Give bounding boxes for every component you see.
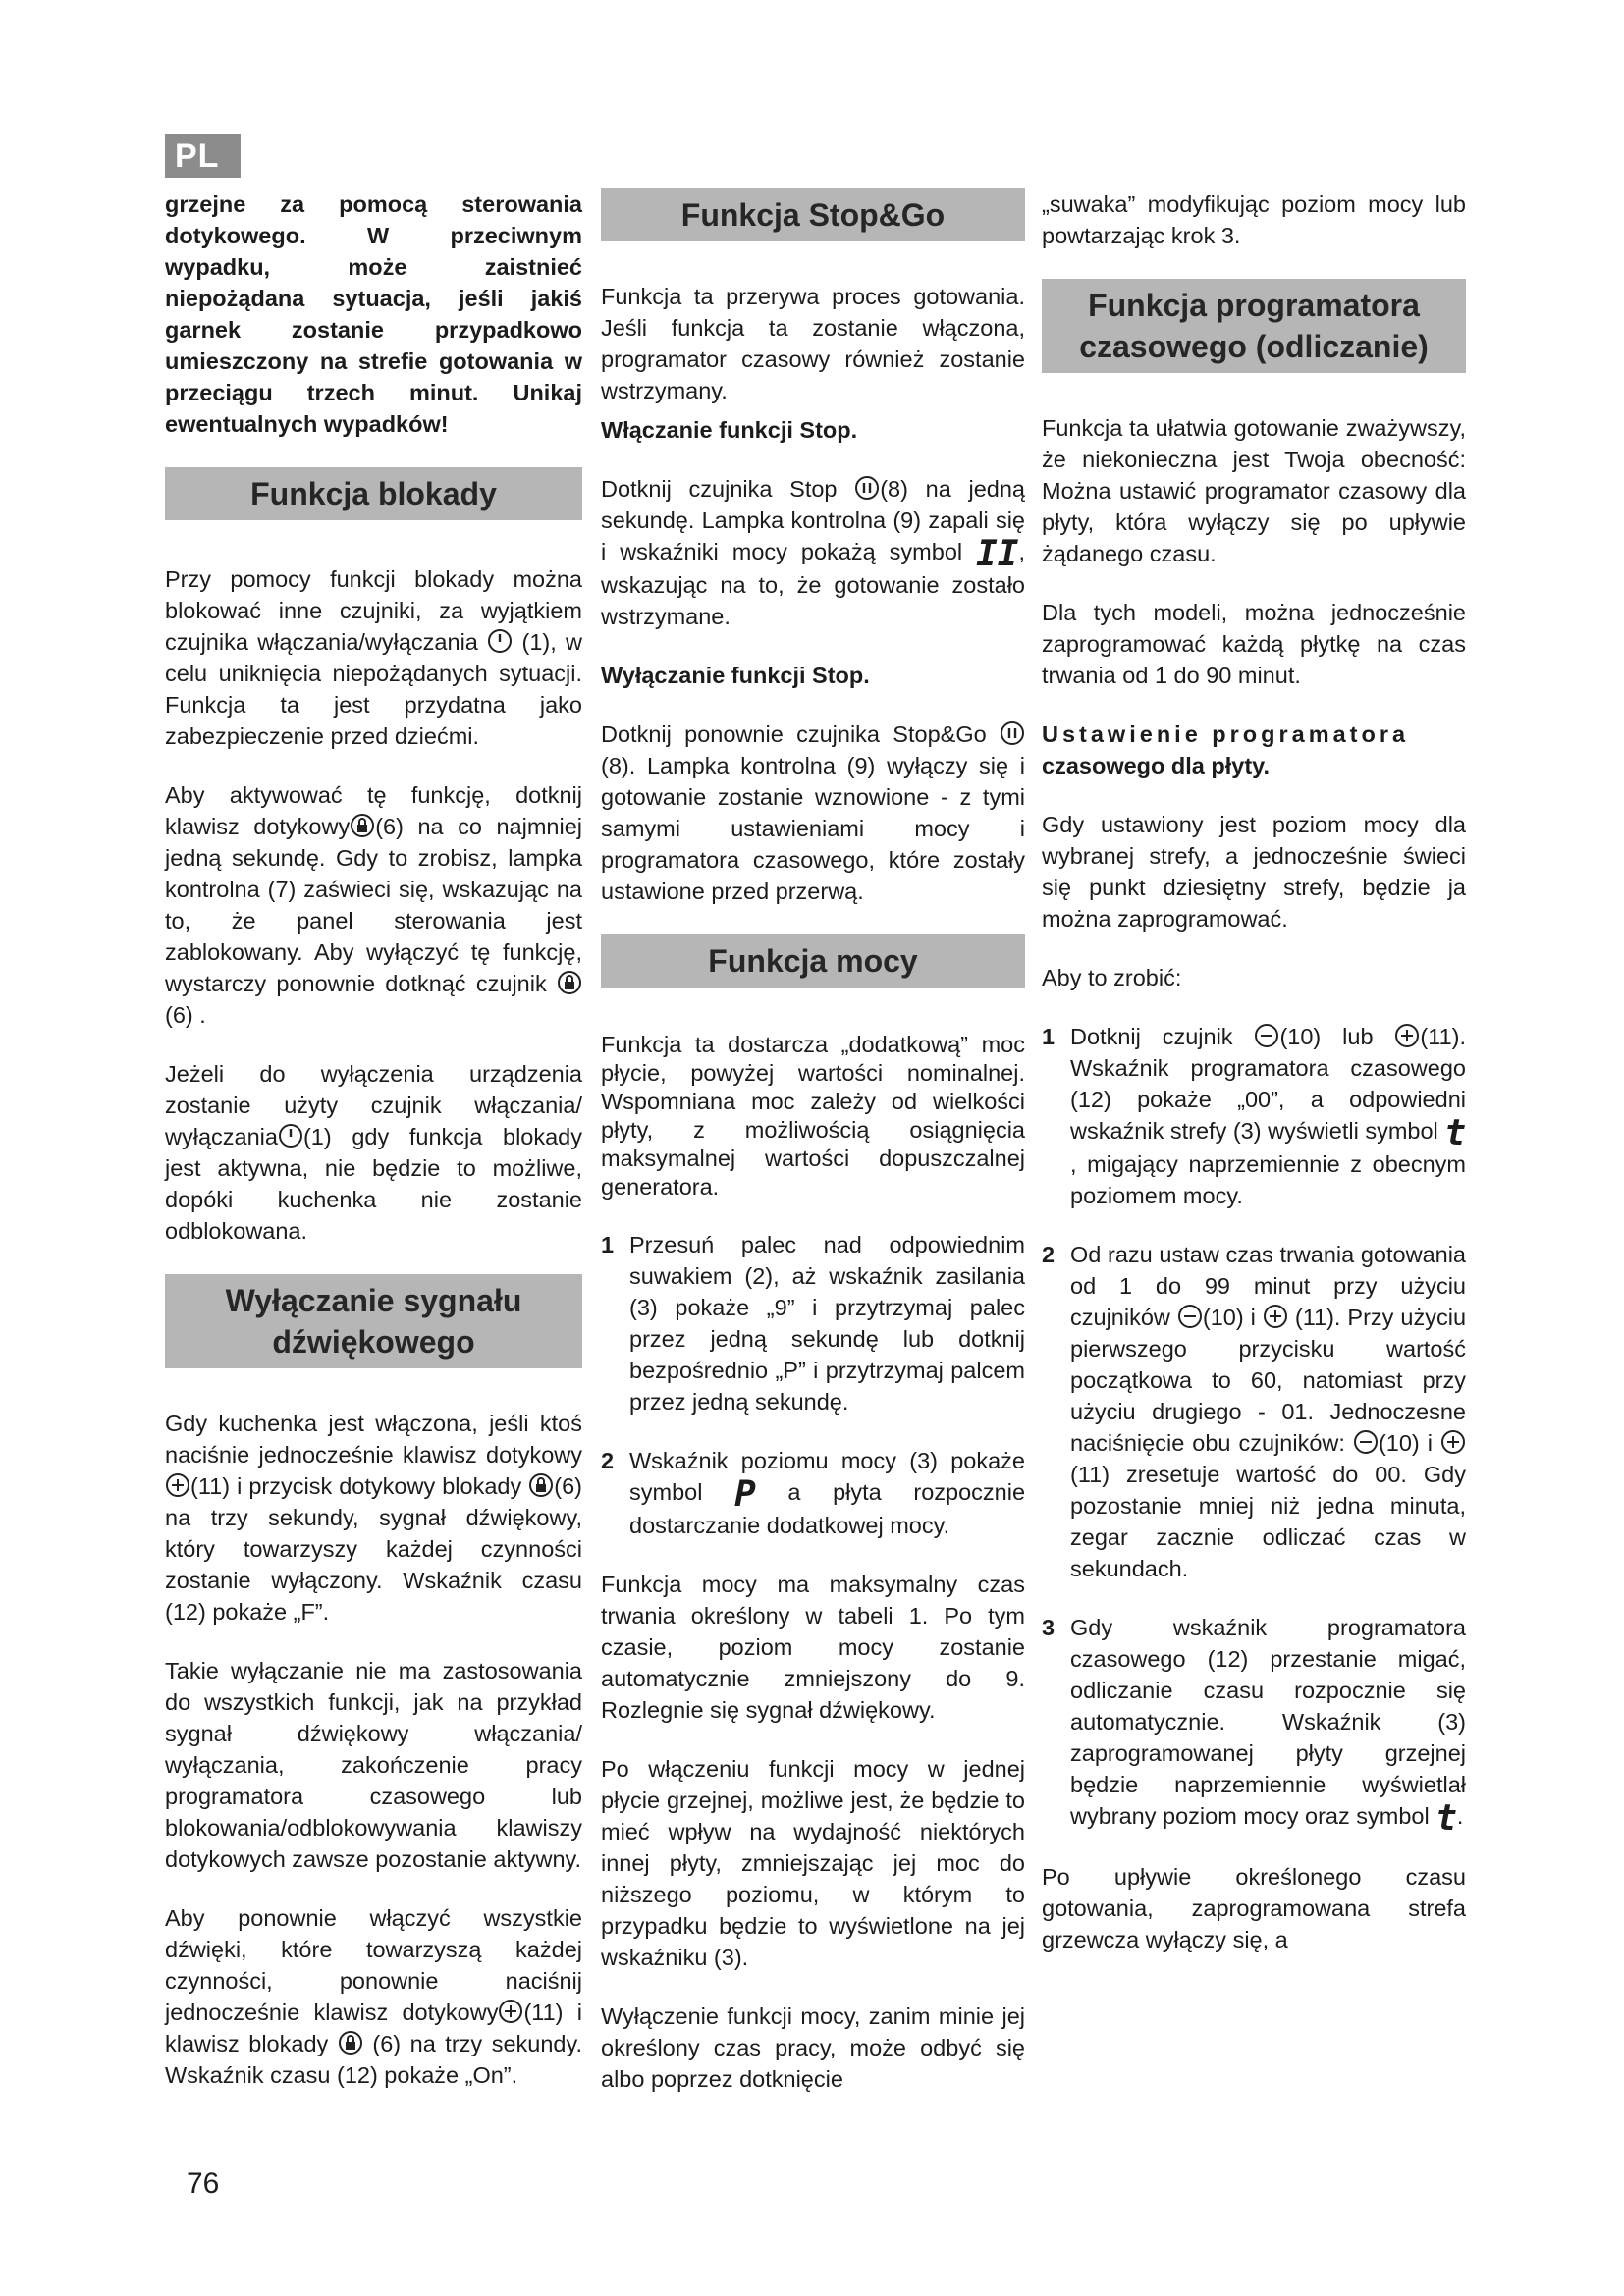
lock-icon [557,970,582,995]
step-number: 1 [601,1232,615,1257]
lock-icon [350,813,375,838]
continued-text: „suwaka” modyfikując poziom mocy lub powtarzając krok 3. [1042,191,1466,248]
step-number: 2 [601,1448,615,1473]
stop-symbol: II [976,534,1019,574]
plus-icon [1263,1304,1288,1329]
heading-timer-function: Funkcja programatora czasowego (odliczanie) [1042,279,1466,373]
sound-paragraph-3: Aby ponownie włączyć wszystkie dźwięki, które towarzyszą każdej czynności, ponownie naciśnij jednocześnie klawisz dotykowy (11) i klawisz blokady (6) na trzy sekundy. Wskaźnik czasu (12) pokaże „On”. [165,1905,583,2088]
timer-final-paragraph: Po upływie określonego czasu gotowania, zaprogramowana strefa grzewcza wyłączy się, a [1042,1864,1466,1952]
lock-icon [338,2030,363,2056]
timer-step-2: 2 Od razu ustaw czas trwania gotowania od 1 do 99 minut przy użyciu czujników (10) i (11). Przy użyciu pierwszego przycisku wartość początkowa to 60, natomiast przy użyciu drugiego - 01. Jednoczesne naciśnięcie obu czujników: (10) i (11) zresetuje wartość do 00. Gdy pozostanie mniej niż jedna minuta, zegar zacznie odliczać czas w sekundach. [1042,1239,1466,1584]
power-paragraph-4: Wyłączenie funkcji mocy, zanim minie jej określony czas pracy, może odbyć się albo poprzez dotknięcie [601,2003,1025,2092]
pause-icon [854,475,880,501]
stop-paragraph-1: Funkcja ta przerywa proces gotowania. Jeśli funkcja ta zostanie włączona, programator czasowy również zostanie wstrzymany. [601,284,1025,403]
power-icon [278,1123,303,1148]
page-number: 76 [187,2167,220,2200]
power-paragraph-3: Po włączeniu funkcji mocy w jednej płycie grzejnej, możliwe jest, że będzie to mieć wpływ na wydajność niektórych innej płyty, zmniejszając jej moc do niższego poziomu, w którym to przypadku będzie to wyświetlone na jej wskaźniku (3). [601,1756,1025,1970]
plus-icon [1440,1429,1466,1455]
stop-off-title: Wyłączanie funkcji Stop. [601,663,870,688]
stop-on-paragraph: Dotknij czujnika Stop (8) na jedną sekundę. Lampka kontrolna (9) zapali się i wskaźniki mocy pokażą symbol II, wskazując na to, że gotowanie zostało wstrzymane. [601,476,1026,629]
power-paragraph-1: Funkcja ta dostarcza „dodatkową” moc płycie, powyżej wartości nominalnej. Wspomniana moc zależy od wielkości płyty, z możliwością osiągnięcia maksymalnej wartości dopuszczalnej generatora. [601,1032,1025,1200]
column-2 [601,188,1025,2122]
lock-paragraph-1: Przy pomocy funkcji blokady można blokować inne czujniki, za wyjątkiem czujnika włączania/wyłączania (1), w celu uniknięcia niepożądanych sytuacji. Funkcja ta jest przydatna jako zabezpieczenie przed dziećmi. [165,566,583,749]
step-number: 3 [1042,1615,1056,1640]
intro-warning: grzejne za pomocą sterowania dotykowego. W przeciwnym wypadku, może zaistnieć niepożądana sytuacja, jeśli jakiś garnek zostanie przypadkowo umieszczony na strefie gotowania w przeciągu trzech minut. Unikaj ewentualnych wypadków! [165,191,582,437]
column-1 [165,188,582,2118]
minus-icon [1177,1304,1203,1329]
heading-stop-go: Funkcja Stop&Go [601,188,1025,241]
lock-paragraph-3: Jeżeli do wyłączenia urządzenia zostanie użyty czujnik włączania/ wyłączania (1) gdy funkcja blokady jest aktywna, nie będzie to możliwe, dopóki kuchenka nie zostanie odblokowana. [165,1061,582,1244]
pause-icon [1000,721,1025,746]
step-number: 1 [1042,1024,1056,1049]
minus-icon [1353,1429,1379,1455]
timer-paragraph-1: Funkcja ta ułatwia gotowanie zważywszy, że niekonieczna jest Twoja obecność: Można ustawić programator czasowy dla płyty, która wyłączy się po upływie żądanego czasu. [1042,415,1466,566]
power-symbol: P [734,1474,756,1515]
timer-symbol: t [1444,1113,1467,1153]
power-paragraph-2: Funkcja mocy ma maksymalny czas trwania określony w tabeli 1. Po tym czasie, poziom mocy zostanie automatycznie zmniejszony do 9. Rozlegnie się sygnał dźwiękowy. [601,1572,1025,1723]
plus-icon [165,1472,190,1498]
timer-subheading: Ustawienie programatora czasowego dla płyty. [1042,721,1410,778]
timer-symbol: t [1435,1798,1457,1839]
minus-icon [1254,1023,1279,1048]
timer-paragraph-3: Gdy ustawiony jest poziom mocy dla wybranej strefy, a jednocześnie świeci się punkt dziesiętny strefy, będzie ja można zaprogramować. [1042,812,1466,932]
column-3 [1042,188,1466,1983]
timer-paragraph-4: Aby to zrobić: [1042,965,1182,990]
step-number: 2 [1042,1242,1056,1267]
power-step-1: 1 Przesuń palec nad odpowiednim suwakiem (2), aż wskaźnik zasilania (3) pokaże „9” i przytrzymaj palec przez jedną sekundę lub dotknij bezpośrednio „P” i przytrzymaj palcem przez jedną sekundę. [601,1229,1025,1417]
timer-step-1: 1 Dotknij czujnik (10) lub (11). Wskaźnik programatora czasowego (12) pokaże „00”, a odpowiedni wskaźnik strefy (3) wyświetli symbol t, migający naprzemiennie z obecnym poziomem mocy. [1042,1021,1466,1211]
stop-on-title: Włączanie funkcji Stop. [601,417,858,443]
lock-paragraph-2: Aby aktywować tę funkcję, dotknij klawisz dotykowy (6) na co najmniej jedną sekundę. Gdy to zrobisz, lampka kontrolna (7) zaświeci się, wskazując na to, że panel sterowania jest zablokowany. Aby wyłączyć tę funkcję, wystarczy ponownie dotknąć czujnik (6) . [165,782,582,1028]
timer-step-3: 3 Gdy wskaźnik programatora czasowego (12) przestanie migać, odliczanie czasu rozpocznie się automatycznie. Wskaźnik (3) zaprogramowanej płyty grzejnej będzie naprzemiennie wyświetlał wybrany poziom mocy oraz symbol t. [1042,1612,1466,1834]
lock-icon [528,1472,554,1498]
power-icon [487,628,513,654]
plus-icon [1394,1023,1420,1048]
timer-paragraph-2: Dla tych modeli, można jednocześnie zaprogramować każdą płytkę na czas trwania od 1 do 90 minut. [1042,600,1466,688]
heading-sound-off: Wyłączanie sygnału dźwiękowego [165,1274,582,1368]
sound-paragraph-2: Takie wyłączanie nie ma zastosowania do wszystkich funkcji, jak na przykład sygnał dźwiękowy włączania/ wyłączania, zakończenie pracy programatora czasowego lub blokowania/odblokowywania klawiszy dotykowych zawsze pozostanie aktywny. [165,1658,582,1872]
heading-power-function: Funkcja mocy [601,934,1025,988]
sound-paragraph-1: Gdy kuchenka jest włączona, jeśli ktoś naciśnie jednocześnie klawisz dotykowy(11) i przycisk dotykowy blokady (6) na trzy sekundy, sygnał dźwiękowy, który towarzyszy każdej czynności zostanie wyłączony. Wskaźnik czasu (12) pokaże „F”. [165,1411,583,1625]
language-tab: PL [165,134,241,178]
plus-icon [498,1999,523,2024]
power-step-2: 2 Wskaźnik poziomu mocy (3) pokaże symbol P a płyta rozpocznie dostarczanie dodatkowej mocy. [601,1445,1025,1541]
heading-lock-function: Funkcja blokady [165,467,582,520]
stop-off-paragraph: Dotknij ponownie czujnika Stop&Go (8). Lampka kontrolna (9) wyłączy się i gotowanie zostanie wznowione - z tymi samymi ustawieniami mocy i programatora czasowego, które zostały ustawione przed przerwą. [601,721,1025,904]
